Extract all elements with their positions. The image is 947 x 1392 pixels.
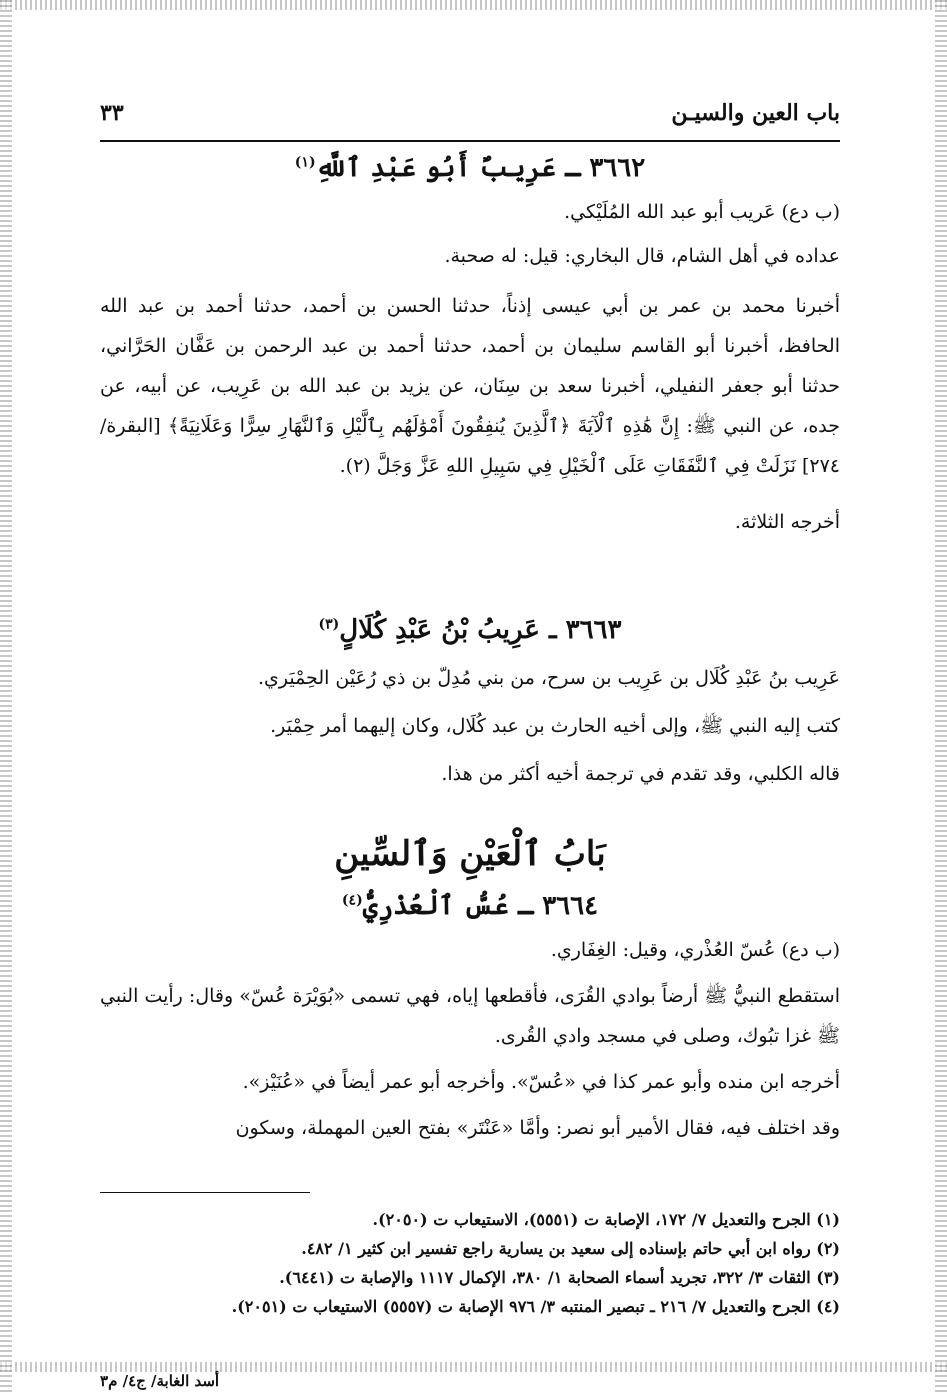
footnote-ref: (٣) [318, 616, 340, 633]
footnotes [100, 1205, 840, 1321]
footnote: (٢) رواه ابن أبي حاتم بإسناده إلى سعيد بن يسارية راجع تفسير ابن كثير ١/ ٤٨٢. [301, 1239, 840, 1258]
page-border-right [935, 0, 947, 1392]
entry-3663 [100, 614, 840, 794]
entry-line: عداده في أهل الشام، قال البخاري: قيل: له صحبة. [444, 244, 840, 267]
footnote: (١) الجرح والتعديل ٧/ ١٧٢، الإصابة ت (٥٥٥١)، الاستيعاب ت (٢٠٥٠). [372, 1210, 840, 1229]
entry-line: أخرجه ابن منده وأبو عمر كذا في «عُسّ». وأخرجه أبو عمر أيضاً في «عُنَيْز». [242, 1070, 840, 1093]
entry-line: قاله الكلبي، وقد تقدم في ترجمة أخيه أكثر من هذا. [441, 762, 840, 785]
footnote-rule [100, 1192, 310, 1193]
page-number: ٣٣ [100, 100, 124, 126]
header-rule [100, 140, 840, 142]
section-title: بَابُ ٱلْعَيْنِ وَٱلسِّينِ [334, 834, 606, 874]
entry-line: عَرِيب بنُ عَبْدِ كُلَال بن عَرِيب بن سرح، من بني مُدِلّ بن ذي رُعَيْن الحِمْيَري. [257, 666, 840, 689]
page-border-left [0, 0, 12, 1392]
entry-title-text: ٣٦٦٢ ـ عَرِيبٌ أَبُو عَبْدِ ٱللَّهِ [315, 153, 646, 183]
entry-3664 [100, 890, 840, 1148]
running-title: باب العين والسيـن [671, 100, 840, 126]
footnote: (٤) الجرح والتعديل ٧/ ٢١٦ ـ تبصير المنتبه ٣/ ٩٧٦ الإصابة ت (٥٥٥٧) الاستيعاب ت (٢٠٥١). [231, 1297, 840, 1316]
entry-3662 [100, 152, 840, 542]
book-page [100, 0, 840, 1392]
page-header [100, 100, 840, 136]
entry-line: وقد اختلف فيه، فقال الأمير أبو نصر: وأمَّا «عَنْتَر» بفتح العين المهملة، وسكون [235, 1116, 840, 1139]
entry-title-text: ٣٦٦٤ ـ عُسُّ ٱلْعُذْرِيُّ [362, 891, 599, 921]
entry-line: كتب إليه النبي ﷺ، وإلى أخيه الحارث بن عبد كُلَال، وكان إليهما أمر حِمْيَر. [270, 714, 840, 737]
section-heading-block [100, 834, 840, 875]
entry-line: (ب دع) عَريب أبو عبد الله المُلَيْكي. [564, 200, 840, 223]
entry-title [100, 614, 840, 648]
footnote-ref: (١) [294, 154, 316, 171]
entry-title [100, 152, 840, 186]
entry-paragraph: أخبرنا محمد بن عمر بن أبي عيسى إذناً، حدثنا الحسن بن أحمد، حدثنا أحمد بن عبد الله الحافظ، أخبرنا أبو القاسم سليمان بن أحمد، حدثنا أحمد بن عبد الرحمن بن عَفَّان الحَرَّاني، حدثنا أبو جعفر النفيلي، أخبرنا سعد بن سِنَان، عن يزيد بن عبد الله بن عَرِيب، عن أبيه، عن جده، عن النبي ﷺ: إِنَّ هَٰذِهِ ٱلْآيَةَ ﴿ٱلَّذِينَ يُنفِقُونَ أَمْوَٰلَهُم بِٱلَّيْلِ وَٱلنَّهَارِ سِرًّا وَعَلَانِيَةً﴾ [البقرة/ ٢٧٤] نَزَلَتْ فِي ٱلنَّفَقَاتِ عَلَى ٱلْخَيْلِ فِي سَبِيلِ اللهِ عَزَّ وَجَلَّ (٢). [100, 294, 840, 477]
entry-line: أخرجه الثلاثة. [734, 510, 840, 533]
entry-paragraph: استقطع النبيُّ ﷺ أرضاً بوادي القُرَى، فأقطعها إياه، فهي تسمى «بُوَيْرَة عُسّ» وقال: رأيت النبي ﷺ غزا تبُوك، وصلى في مسجد وادي القُرى. [100, 984, 840, 1047]
footnote: (٣) الثقات ٣/ ٣٢٢، تجريد أسماء الصحابة ١/ ٣٨٠، الإكمال ١١١٧ والإصابة ت (٦٤٤١). [279, 1268, 840, 1287]
print-signature: أسد الغابة/ ج٤/ م٣ [100, 1372, 220, 1390]
footnote-ref: (٤) [341, 892, 363, 909]
entry-title [100, 890, 840, 924]
entry-title-text: ٣٦٦٣ ـ عَرِيبُ بْنُ عَبْدِ كُلَالٍ [339, 615, 622, 645]
entry-line: (ب دع) عُسّ العُذْري، وقيل: الغِفَاري. [550, 938, 840, 961]
